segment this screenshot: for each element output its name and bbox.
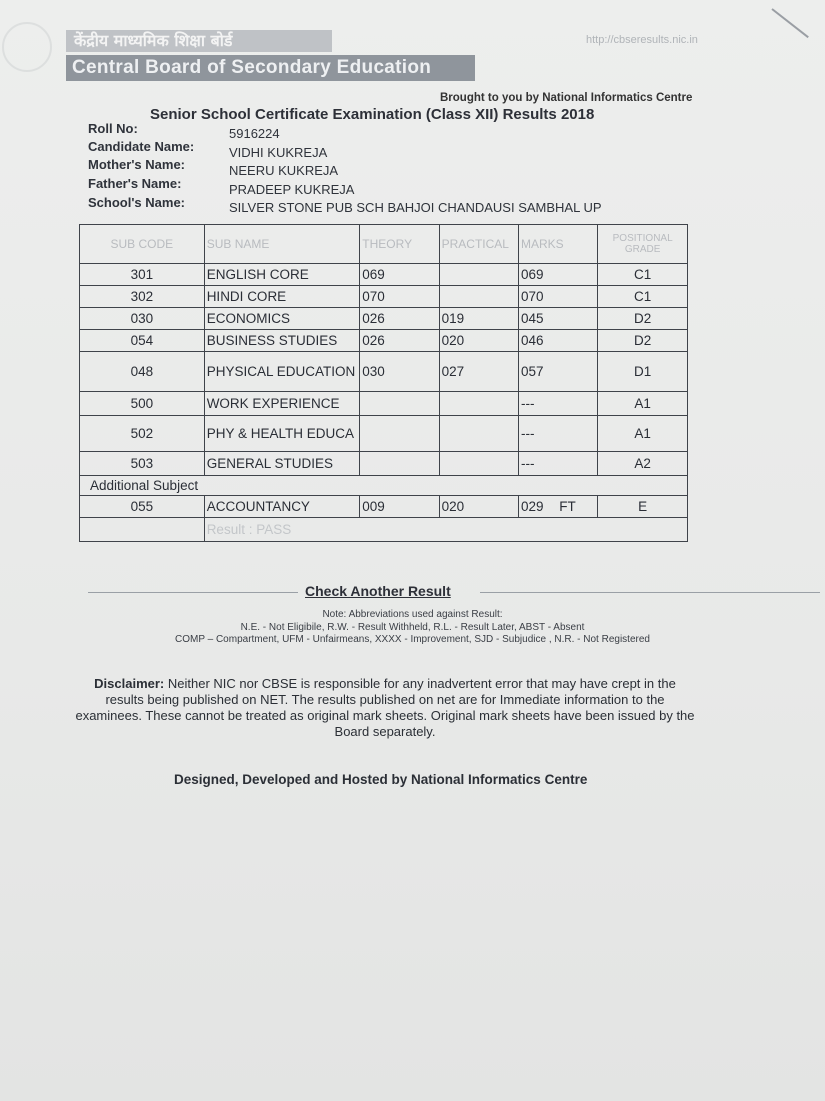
sub-code: 302 [80,286,205,308]
theory-marks: 030 [360,352,439,392]
result-empty-cell [80,518,205,542]
positional-grade: A1 [598,392,688,416]
sub-name: ECONOMICS [204,308,360,330]
practical-marks [439,452,518,476]
mother-name-label: Mother's Name: [88,157,185,172]
table-row [80,264,688,286]
theory-marks: 070 [360,286,439,308]
practical-marks: 020 [439,330,518,352]
total-marks: 069 [518,264,597,286]
total-marks: --- [518,416,597,452]
table-row [80,308,688,330]
total-marks: --- [518,392,597,416]
father-name-value: PRADEEP KUKREJA [229,182,355,197]
theory-marks: 026 [360,308,439,330]
sub-name: WORK EXPERIENCE [204,392,360,416]
table-row [80,496,688,518]
table-row [80,452,688,476]
abbreviation-note-line-2: COMP – Compartment, UFM - Unfairmeans, XXXX - Improvement, SJD - Subjudice , N.R. - Not Registered [175,634,650,645]
abbreviation-note-title: Note: Abbreviations used against Result: [322,609,503,620]
table-row [80,392,688,416]
table-row [80,330,688,352]
sub-code: 055 [80,496,205,518]
sub-name: HINDI CORE [204,286,360,308]
exam-title: Senior School Certificate Examination (Class XII) Results 2018 [150,106,595,123]
disclaimer [75,676,695,740]
total-marks: --- [518,452,597,476]
positional-grade: D2 [598,308,688,330]
practical-marks [439,392,518,416]
practical-marks [439,264,518,286]
header-marks: MARKS [518,225,597,264]
header-sub-name: SUB NAME [204,225,360,264]
theory-marks: 009 [360,496,439,518]
subject-rows [80,264,688,542]
additional-subject-label: Additional Subject [80,476,688,496]
total-marks: 045 [518,308,597,330]
sub-name: GENERAL STUDIES [204,452,360,476]
school-name-value: SILVER STONE PUB SCH BAHJOI CHANDAUSI SAMBHAL UP [229,200,602,215]
abbreviation-note-line-1: N.E. - Not Eligibile, R.W. - Result Withheld, R.L. - Result Later, ABST - Absent [240,622,585,633]
school-name-label: School's Name: [88,195,186,210]
pen-mark [771,8,808,38]
candidate-name-label: Candidate Name: [88,139,195,154]
theory-marks: 026 [360,330,439,352]
board-name-hindi: केंद्रीय माध्यमिक शिक्षा बोर्ड [66,30,332,52]
practical-marks [439,416,518,452]
sub-name: PHY & HEALTH EDUCA [204,416,360,452]
practical-marks: 027 [439,352,518,392]
theory-marks [360,452,439,476]
positional-grade: E [598,496,688,518]
header-practical: PRACTICAL [439,225,518,264]
total-marks-cell [518,496,597,518]
divider-right [480,592,820,593]
positional-grade: A1 [598,416,688,452]
positional-grade: C1 [598,286,688,308]
sub-code: 503 [80,452,205,476]
total-marks: 057 [518,352,597,392]
mother-name-value: NEERU KUKREJA [229,163,339,178]
roll-label: Roll No: [88,121,138,136]
candidate-name-value: VIDHI KUKREJA [229,145,328,160]
additional-subject-row [80,476,688,496]
sub-name: BUSINESS STUDIES [204,330,360,352]
sub-name: ACCOUNTANCY [204,496,360,518]
positional-grade: D2 [598,330,688,352]
disclaimer-label: Disclaimer: [94,676,165,691]
results-table [79,224,688,542]
table-row [80,286,688,308]
disclaimer-text: Neither NIC nor CBSE is responsible for any inadvertent error that may have crept in the results being published on NET. The results published on net are for Immediate information to the examinees. These cannot be treated as original mark sheets. Original mark sheets have been issued by the Board separately. [75,676,695,739]
page-url: http://cbseresults.nic.in [586,34,698,46]
sub-code: 502 [80,416,205,452]
cbse-emblem-icon [2,22,52,72]
sub-name: PHYSICAL EDUCATION [204,352,360,392]
brought-by-text: Brought to you by National Informatics Centre [440,92,693,104]
total-marks: 046 [518,330,597,352]
practical-marks: 019 [439,308,518,330]
sub-name: ENGLISH CORE [204,264,360,286]
sub-code: 048 [80,352,205,392]
practical-marks [439,286,518,308]
table-row [80,352,688,392]
board-name-english: Central Board of Secondary Education [66,55,475,81]
table-row [80,416,688,452]
sub-code: 030 [80,308,205,330]
roll-value: 5916224 [229,126,280,141]
result-row [80,518,688,542]
practical-marks: 020 [439,496,518,518]
check-another-result-link[interactable]: Check Another Result [305,583,451,599]
theory-marks [360,416,439,452]
footer-credit: Designed, Developed and Hosted by National Informatics Centre [174,772,588,787]
total-marks: 029 [520,499,544,514]
sub-code: 500 [80,392,205,416]
positional-grade: D1 [598,352,688,392]
divider-left [88,592,298,593]
total-marks: 070 [518,286,597,308]
marks-flag: FT [559,499,576,514]
theory-marks [360,392,439,416]
header-positional-grade: POSITIONAL GRADE [598,225,688,264]
sub-code: 301 [80,264,205,286]
sub-code: 054 [80,330,205,352]
table-header-row [80,225,688,264]
header-theory: THEORY [360,225,439,264]
theory-marks: 069 [360,264,439,286]
result-status: Result : PASS [204,518,687,542]
positional-grade: C1 [598,264,688,286]
positional-grade: A2 [598,452,688,476]
father-name-label: Father's Name: [88,176,182,191]
header-sub-code: SUB CODE [80,225,205,264]
